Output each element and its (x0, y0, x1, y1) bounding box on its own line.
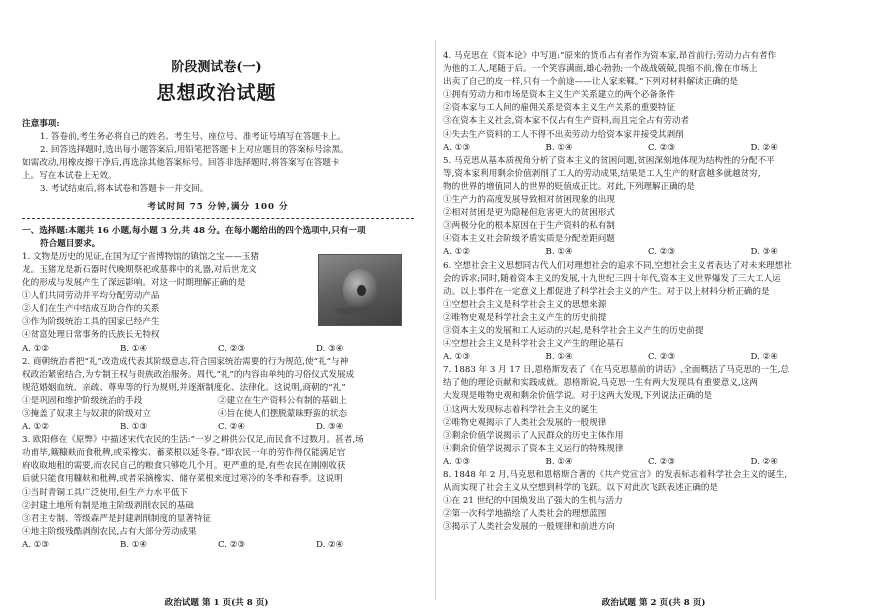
answer-item: ①在 21 世纪的中国焕发出了强大的生机与活力 (443, 496, 623, 507)
option-b[interactable]: B. ①④ (545, 456, 573, 467)
answer-item: ②相对贫困是更为隐秘但危害更大的贫困形式 (443, 208, 615, 219)
option-d[interactable]: D. ③④ (316, 343, 344, 354)
question-stem: 8. 1848 年 2 月,马克思和恩格斯合著的《共产党宣言》的发表标志着科学社会主义的诞生, (443, 470, 788, 480)
question-2 (22, 356, 414, 435)
answer-item: ②唯物史观是科学社会主义产生的历史前提 (443, 312, 607, 323)
answer-item: ③剩余价值学说揭示了人民群众的历史主体作用 (443, 430, 624, 441)
answer-options (443, 456, 853, 469)
page-divider (435, 40, 436, 600)
divider-line (22, 218, 414, 219)
question-stem: 规范婚姻血统、亲疏、尊卑等的行为规则,并逐渐制度化、法律化。这说明,商朝的“礼” (22, 382, 346, 393)
answer-options (443, 142, 853, 155)
question-stem: 功甫毕,簸糠麸而食秕稗,或采橡实、蓄菜根以延冬春。”即农民一年的劳作得仅能满足官 (22, 448, 346, 459)
option-a[interactable]: A. ①② (22, 422, 50, 433)
option-c[interactable]: C. ②③ (648, 456, 676, 467)
artifact-hole (357, 285, 366, 296)
option-d[interactable]: D. ③④ (750, 247, 778, 258)
left-column (22, 118, 414, 552)
right-page (437, 0, 870, 614)
option-c[interactable]: C. ②④ (218, 422, 246, 433)
question-3 (22, 434, 414, 552)
option-a[interactable]: A. ①③ (22, 539, 50, 550)
question-stem: 龙。玉猪龙是新石器时代晚期祭祀或墓葬中的礼器,对后世龙文 (22, 264, 257, 275)
answer-item: ②资本家与工人间的雇佣关系是资本主义生产关系的重要特征 (443, 103, 676, 114)
answer-item: ①拥有劳动力和市场是资本主义生产关系建立的两个必备条件 (443, 90, 676, 101)
answer-item: ④贫富处理日常事务的氏族长无特权 (22, 330, 160, 341)
question-stem: 动。以上事件在一定意义上都促进了科学社会主义的产生。对于以上材料分析正确的是 (443, 286, 770, 297)
answer-item-row (22, 408, 414, 421)
option-b[interactable]: B. ①④ (545, 247, 573, 258)
answer-item: ②唯物史观揭示了人类社会发展的一般规律 (443, 417, 607, 428)
question-stem: 化的形成与发展产生了深远影响。对这一时期理解正确的是 (22, 278, 246, 289)
answer-options (22, 343, 414, 356)
answer-item: ③在资本主义社会,资本家不仅占有生产资料,而且完全占有劳动者 (443, 116, 690, 127)
question-6 (443, 260, 853, 365)
option-c[interactable]: C. ②③ (648, 247, 676, 258)
option-c[interactable]: C. ②③ (648, 142, 676, 153)
answer-item: ③揭示了人类社会发展的一般规律和前进方向 (443, 522, 615, 533)
answer-options (22, 421, 414, 434)
exam-title: 思想政治试题 (156, 82, 277, 104)
question-stem: 6. 空想社会主义思想同古代人们对理想社会的追求不同,空想社会主义者表达了对未来理想社 (443, 260, 792, 271)
option-b[interactable]: B. ①④ (545, 142, 573, 153)
answer-item: ②封建土地所有制是地主阶级剥削农民的基础 (22, 500, 194, 511)
option-c[interactable]: C. ②③ (218, 539, 246, 550)
question-stem: 5. 马克思从基本质视角分析了资本主义的贫困问题,贫困深刻地体现为结构性的分配不平 (443, 155, 775, 166)
right-column (443, 50, 853, 534)
question-stem: 大发现是唯物史观和剩余价值学说。对于这两大发现,下列说法正确的是 (443, 391, 713, 402)
question-stem: 7. 1883 年 3 月 17 日,恩格斯发表了《在马克思墓前的讲话》,全面概括了马克思的一生,总 (443, 365, 790, 376)
question-4 (443, 50, 853, 155)
answer-item: ②人们在生产中结成互助合作的关系 (22, 304, 160, 315)
answer-item: ④失去生产资料的工人不得不出卖劳动力给资本家并接受其剥削 (443, 129, 684, 140)
option-a[interactable]: A. ①③ (443, 142, 471, 153)
question-stem: 会的诉求;同时,随着资本主义的发展,十九世纪三四十年代,资本主义世界爆发了三大工人运 (443, 273, 781, 284)
question-stem: 从而实现了社会主义从空想到科学的飞跃。以下对此次飞跃表述正确的是 (443, 483, 719, 494)
question-stem: 为他的工人,尾随于后。一个笑容满面,雄心勃勃;一个战战兢兢,畏缩不前,像在市场上 (443, 64, 758, 75)
notice-line: 3. 考试结束后,将本试卷和答题卡一并交回。 (40, 184, 209, 195)
notice-line: 1. 答卷前,考生务必将自己的姓名、考生号、座位号、准考证号填写在答题卡上。 (40, 132, 346, 143)
answer-item: ④旨在使人们摆脱蒙昧野蛮的状态 (218, 408, 347, 419)
question-5 (443, 155, 853, 260)
answer-item: ④空想社会主义是科学社会主义产生的理论基石 (443, 339, 624, 350)
answer-item: ①人们共同劳动并平均分配劳动产品 (22, 291, 160, 302)
answer-item: ①这两大发现标志着科学社会主义的诞生 (443, 404, 598, 415)
exam-time: 考试时间 75 分钟,满分 100 分 (147, 201, 289, 212)
answer-item-row (22, 395, 414, 408)
notice-line: 上。写在本试卷上无效。 (22, 171, 117, 182)
question-stem: 等,资本家利用剩余价值剥削了工人的劳动成果,结果是工人生产的财富越多就越贫穷, (443, 168, 761, 179)
jade-pig-dragon-photo (318, 254, 402, 326)
notice-line: 如需改动,用橡皮擦干净后,再选涂其他答案标号。回答非选择题时,将答案写在答题卡 (22, 158, 340, 169)
exam-subtitle: 阶段测试卷(一) (171, 60, 262, 75)
left-page (0, 0, 433, 614)
question-7 (443, 364, 853, 469)
question-stem: 物的世界的增值同人的世界的贬值成正比。对此,下列理解正确的是 (443, 181, 695, 192)
answer-item: ④资本主义社会阶级矛盾实质是分配差距问题 (443, 234, 615, 245)
option-d[interactable]: D. ②④ (750, 456, 778, 467)
question-stem: 3. 欧阳修在《原弊》中描述宋代农民的生活:“一岁之耕供公仅足,而民食不过数月。甚者,场 (22, 435, 364, 446)
page-footer: 政治试题 第 2 页(共 8 页) (601, 598, 706, 608)
question-stem: 结了他的理论贡献和实践成就。恩格斯说,马克思一生有两大发现具有重要意义,这两 (443, 378, 758, 389)
answer-item: ①当时青铜工具广泛使用,但生产力水平低下 (22, 487, 189, 498)
option-c[interactable]: C. ②③ (648, 352, 676, 363)
answer-item: ③掩盖了奴隶主与奴隶的阶级对立 (22, 408, 151, 419)
option-b[interactable]: B. ①④ (120, 539, 148, 550)
answer-item: ②第一次科学地描绘了人类社会的理想蓝图 (443, 509, 607, 520)
answer-item: ①空想社会主义是科学社会主义的思想来源 (443, 299, 607, 310)
question-stem: 后就只能食用糠麸和秕稗,或者采摘橡实、储存菜根来度过寒冷的冬季和春季。这说明 (22, 474, 343, 485)
option-d[interactable]: D. ③④ (316, 422, 344, 433)
notice-heading: 注意事项: (22, 119, 60, 129)
option-a[interactable]: A. ①② (22, 343, 50, 354)
option-a[interactable]: A. ①③ (443, 352, 471, 363)
option-c[interactable]: C. ②③ (218, 343, 246, 354)
section-heading: 符合题目要求。 (40, 238, 101, 249)
answer-item: ②建立在生产资料公有制的基础上 (218, 395, 347, 406)
artifact-stand (335, 307, 385, 315)
answer-options (443, 246, 853, 259)
answer-item: ④剩余价值学说揭示了资本主义运行的特殊规律 (443, 443, 624, 454)
answer-item: ④地主阶级残酷剥削农民,占有大部分劳动成果 (22, 526, 197, 537)
question-8 (443, 469, 853, 534)
answer-item: ③资本主义的发展和工人运动的兴起,是科学社会主义产生的历史前提 (443, 325, 704, 336)
question-stem: 出卖了自己的皮一样,只有一个前途——让人家来鞣。”下列对材料解读正确的是 (443, 77, 739, 88)
page-footer: 政治试题 第 1 页(共 8 页) (164, 598, 269, 608)
section-heading: 一、选择题:本题共 16 小题,每小题 3 分,共 48 分。在每小题给出的四个选项中,只有一项 (22, 225, 366, 236)
notice-line: 2. 回答选择题时,选出每小题答案后,用铅笔把答题卡上对应题目的答案标号涂黑。 (40, 145, 349, 156)
option-b[interactable]: B. ①④ (120, 343, 148, 354)
option-a[interactable]: A. ①② (443, 247, 471, 258)
option-b[interactable]: B. ①④ (545, 352, 573, 363)
question-stem: 府收取地租的需要,而农民自己的粮食只够吃几个月。更严重的是,有些农民在刚刚收获 (22, 461, 346, 472)
answer-options (443, 351, 853, 364)
option-b[interactable]: B. ①③ (120, 422, 148, 433)
answer-item: ③作为阶级统治工具的国家已经产生 (22, 317, 160, 328)
question-stem: 2. 商朝统治者把“礼”改造成代表其阶级意志,符合国家统治需要的行为规范,使“礼”与神 (22, 356, 349, 367)
answer-item: ①生产力的高度发展导致相对贫困现象的出现 (443, 195, 615, 206)
answer-item: ①是巩固和维护阶级统治的手段 (22, 395, 143, 406)
question-stem: 权政治紧密结合,为专制王权与贵族政治服务。周代,“礼”的内容由单纯的习俗仪式发展成 (22, 369, 355, 380)
answer-item: ③两极分化的根本原因在于生产资料的私有制 (443, 221, 615, 232)
option-d[interactable]: D. ②④ (316, 539, 344, 550)
option-a[interactable]: A. ①③ (443, 456, 471, 467)
answer-item: ③君主专制、等级森严是封建剥削制度的显著特征 (22, 513, 212, 524)
question-stem: 4. 马克思在《资本论》中写道:“原来的货币占有者作为资本家,昂首前行;劳动力占有者作 (443, 51, 777, 61)
option-d[interactable]: D. ②④ (750, 352, 778, 363)
option-d[interactable]: D. ②④ (750, 142, 778, 153)
answer-options (22, 539, 414, 552)
question-stem: 1. 文物是历史的见证,在国为辽宁省博物馆的镇馆之宝——玉猪 (22, 251, 260, 262)
